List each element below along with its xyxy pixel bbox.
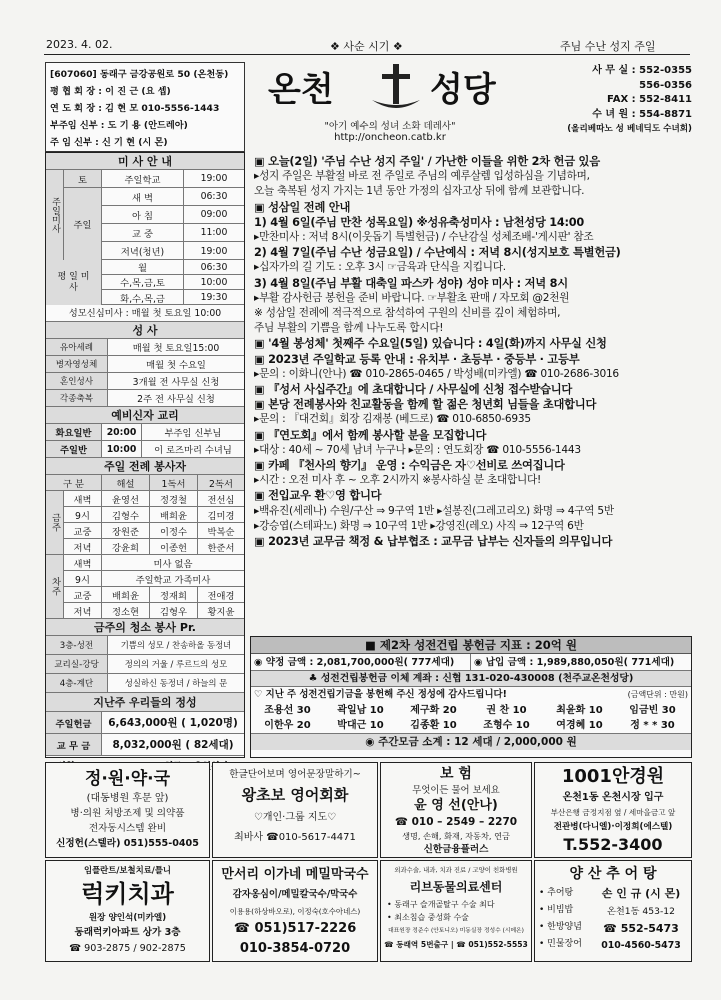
catechism-title: 예비신자 교리 <box>46 407 244 424</box>
server-name: 이종헌 <box>150 539 198 555</box>
office-phone-2: 556-0356 <box>639 79 692 91</box>
header-commentator: 해설 <box>102 475 150 491</box>
dental-services: 임플란트/보철치료/틀니 <box>83 865 172 875</box>
mass-name: 새 벽 <box>102 188 184 206</box>
donor: 조용선 30 <box>264 705 311 716</box>
cleaning-group: 기쁨의 성모 / 찬송하올 동정녀 <box>108 636 244 655</box>
menu-item: • 한방양념 <box>539 922 582 932</box>
insurance-tagline: 무엇이든 물어 보세요 <box>412 785 500 796</box>
restaurant-address: 온천1동 453-12 <box>607 906 675 917</box>
news-holy-thursday: 1) 4월 6일(주님 만찬 성목요일) ※성유축성미사 : 남천성당 14:00 <box>254 215 585 229</box>
insurance-types: 생명, 손해, 화재, 자동차, 연금 <box>402 831 510 841</box>
service-time: 저녁 <box>64 539 102 555</box>
news-line: ▸시간 : 오전 미사 후 ~ 오후 2시까지 ※봉사하실 분 초대합니다! <box>254 474 541 487</box>
weekday-mass-block <box>46 260 244 305</box>
next-week-label: 차주 <box>46 555 64 619</box>
restaurant-phone: ☎ 552-5473 <box>603 922 679 935</box>
news-line: ▸십자가의 길 기도 : 오후 3시 ☞금육과 단식을 지킵니다. <box>254 261 506 274</box>
weekday-time: 10:00 <box>184 275 244 290</box>
issue-date: 2023. 4. 02. <box>46 38 113 51</box>
vet-specialty-2: • 최소침습 중성화 수술 <box>387 913 469 922</box>
contact-box <box>560 64 692 137</box>
pharmacy-contact: 신정헌(스텔라) 051)555-0405 <box>56 838 199 849</box>
sacrament-schedule: 3개월 전 사무실 신청 <box>108 373 244 390</box>
masthead-title <box>250 60 530 155</box>
service-time: 교중 <box>64 587 102 603</box>
vet-name: 리브동물의료센터 <box>409 880 503 894</box>
donor: 박대근 10 <box>337 720 384 731</box>
menu-item: • 추어탕 <box>539 888 574 898</box>
sacrament-name: 병자영성체 <box>46 356 108 373</box>
news-easter-vigil: 3) 4월 8일(주님 부활 대축일 파스카 성야) 성야 미사 : 저녁 8시 <box>254 276 568 290</box>
parish-url[interactable]: http://oncheon.catb.kr <box>334 132 446 143</box>
weekday-days: 수,목,금,토 <box>102 275 184 290</box>
service-time: 새벽 <box>64 555 102 571</box>
news-line: ※ 성삼일 전례에 적극적으로 참석하여 구원의 신비를 깊이 체험하며, <box>254 307 561 320</box>
mass-name: 교 중 <box>102 224 184 242</box>
marian-mass-note: 성모신심미사 : 매월 첫 토요일 10:00 <box>46 305 244 322</box>
prayer-president: 연 도 회 장 : 김 현 모 010-5556-1443 <box>50 103 220 114</box>
mass-name: 저녁(청년) <box>102 242 184 260</box>
news-yeondo: ▣ 『연도회』에서 함께 봉사할 분을 모집합니다 <box>254 428 487 442</box>
weekday-mass-label: 평 일 미 사 <box>46 260 102 305</box>
saturday-label: 토 <box>64 170 102 188</box>
english-lessons: ♡개인·그룹 지도♡ <box>253 812 337 823</box>
mass-time: 09:00 <box>184 206 244 224</box>
server-name: 한준서 <box>198 539 244 555</box>
pharmacy-system: 전자동시스템 완비 <box>88 823 167 834</box>
noodle-name: 만서리 이가네 메밀막국수 <box>221 867 369 882</box>
parish-name-left: 온천 <box>268 70 334 110</box>
cleaning-title: 금주의 청소 봉사 Pr. <box>46 619 244 636</box>
service-time: 새벽 <box>64 491 102 507</box>
ad-noodle[interactable] <box>212 860 378 962</box>
catechism-class: 주일반 <box>46 441 102 458</box>
servers-this-week <box>46 491 244 555</box>
weekday-time: 19:30 <box>200 292 228 303</box>
server-name: 정경철 <box>150 491 198 507</box>
news-column <box>250 152 692 636</box>
news-line: 오늘 축복된 성지 가지는 1년 동안 가정의 십자고상 뒤에 함께 보관합니다. <box>254 185 585 198</box>
thanks-note: ♡ 지난 주 성전건립기금을 봉헌해 주신 정성에 감사드립니다! <box>254 689 507 700</box>
weekday-time: 06:30 <box>184 260 244 275</box>
ad-insurance[interactable] <box>380 762 532 858</box>
server-name: 김형우 <box>150 603 198 619</box>
noodle-menu: 감자옹심이/메밀칼국수/막국수 <box>232 889 358 900</box>
ad-optician[interactable] <box>534 762 692 858</box>
restaurant-mobile: 010-4560-5473 <box>601 940 681 951</box>
mass-time: 11:00 <box>184 224 244 242</box>
servers-next-week <box>46 555 244 619</box>
service-time: 저녁 <box>64 603 102 619</box>
assistant-priest: 부주임 신부 : 도 기 용 (안드레아) <box>50 120 188 131</box>
dental-name: 럭키치과 <box>81 880 174 908</box>
donor: 제구화 20 <box>410 705 457 716</box>
pledge-amount: ◉ 약정 금액 : 2,081,700,000원( 777세대) <box>251 654 471 670</box>
news-line: ▸대상 : 40세 ~ 70세 남녀 누구나 ▸문의 : 연도회장 ☎ 010-5556-1443 <box>254 443 581 456</box>
english-tagline: 한글단어보며 영어문장말하기~ <box>229 769 361 780</box>
offering-title: 지난주 우리들의 정성 <box>46 693 244 712</box>
servers-title: 주일 전례 봉사자 <box>46 458 244 475</box>
news-line: ▸문의 : 이화니(안나) ☎ 010-2865-0465 / 박성배(미카엘) ☎ 010-2686-3016 <box>254 367 619 380</box>
left-column <box>45 152 245 758</box>
catechism-time: 10:00 <box>102 441 142 458</box>
servers-header <box>46 475 244 491</box>
sacrament-name: 각종축복 <box>46 390 108 407</box>
convent-order: (올리베따노 성 베네딕도 수녀회) <box>567 124 692 134</box>
news-palm-sunday: ▣ 오늘(2일) '주님 수난 성지 주일' / 가난한 이들을 위한 2차 헌금 있음 <box>254 155 600 168</box>
service-time: 교중 <box>64 523 102 539</box>
ad-vet[interactable] <box>380 860 532 962</box>
vet-contact: ☎ 동래역 5번출구 | ☎ 051)552-5553 <box>384 940 528 949</box>
catechism-teacher: 이 로즈마리 수녀님 <box>142 441 244 458</box>
server-name: 김미경 <box>198 507 244 523</box>
catechism-teacher: 부주임 신부님 <box>142 424 244 441</box>
vet-staff: 대표원장 정준수 (안토니오) 미동실장 정성수 (시메온) <box>388 928 524 934</box>
pharmacy-location: (대동병원 후문 앞) <box>86 793 169 804</box>
donor: 최윤화 10 <box>556 705 603 716</box>
news-good-friday: 2) 4월 7일(주님 수난 성금요일) / 수난예식 : 저녁 8시(성지보호 특별헌금) <box>254 246 621 260</box>
insurance-company: 신한금융플러스 <box>423 844 489 855</box>
offering-type: 교 무 금 <box>46 734 102 756</box>
mass-time: 06:30 <box>184 188 244 206</box>
server-name: 박복순 <box>198 523 244 539</box>
sunday-mass-label: 주일미사 <box>46 170 64 260</box>
mass-time: 19:00 <box>200 245 228 257</box>
server-name: 배희윤 <box>102 587 150 603</box>
donor: 여경혜 10 <box>556 720 603 731</box>
optician-name: 1001안경원 <box>561 766 665 787</box>
header-category: 구 분 <box>46 475 102 491</box>
server-name: 강윤희 <box>102 539 150 555</box>
cleaning-group: 성실하신 동정녀 / 하늘의 문 <box>108 674 244 693</box>
ad-english[interactable] <box>212 762 378 858</box>
vet-specialty-1: • 동래구 슬개골탈구 수술 최다 <box>387 900 495 909</box>
insurance-title: 보 험 <box>440 766 472 782</box>
sacrament-name: 유아세례 <box>46 339 108 356</box>
news-line: ▸성지 주일은 부활절 바로 전 주일로 주님의 예루살렘 입성하심을 기념하며, <box>254 170 590 183</box>
header-reading2: 2독서 <box>198 475 244 491</box>
mass-time: 19:00 <box>184 170 244 188</box>
building-account: ♣ 성전건립봉헌금 이체 계좌 : 신협 131-020-430008 (천주교온천성당) <box>251 671 691 687</box>
dental-phone: ☎ 903-2875 / 902-2875 <box>69 943 186 954</box>
insurance-agent: 윤 영 선(안나) <box>414 798 498 813</box>
cleaning-area: 교리실-강당 <box>46 655 108 674</box>
optician-location: 온천1동 온천시장 입구 <box>562 792 664 803</box>
menu-item: • 비빔밥 <box>539 905 574 915</box>
sacrament-schedule: 2주 전 사무실 신청 <box>108 390 244 407</box>
english-contact: 최바사 ☎010-5617-4471 <box>234 832 356 843</box>
donor: 권 찬 10 <box>486 705 527 716</box>
sacrament-name: 혼인성사 <box>46 373 108 390</box>
donor: 김종환 10 <box>410 720 457 731</box>
convent-phone: 수 녀 원 : 554-8871 <box>592 108 692 120</box>
server-name: 장원준 <box>102 523 150 539</box>
server-name: 정재희 <box>150 587 198 603</box>
cleaning-group: 정의의 거울 / 루르드의 성모 <box>108 655 244 674</box>
news-triduum: ▣ 성삼일 전례 안내 <box>254 200 351 214</box>
optician-phone: T.552-3400 <box>563 835 663 854</box>
news-line: ▸강승엽(스테파노) 화명 ⇒ 10구역 1반 ▸강영진(레오) 사직 ⇒ 12구역 6반 <box>254 519 584 532</box>
server-name: 김형수 <box>102 507 150 523</box>
mass-schedule-title: 미 사 안 내 <box>46 153 244 170</box>
pastor: 주 임 신부 : 신 기 현 (시 몬) <box>50 137 168 148</box>
insurance-phone: ☎ 010 – 2549 – 2270 <box>394 816 518 828</box>
news-line: ▸만찬미사 : 저녁 8시(이웃돕기 특별헌금) / 수난감실 성체조배-'게시판' 참조 <box>254 231 594 244</box>
header-reading1: 1독서 <box>150 475 198 491</box>
server-name: 정소현 <box>102 603 150 619</box>
cleaning-area: 3층-성전 <box>46 636 108 655</box>
news-bible: ▣ 『성서 사십주간』에 초대합니다 / 사무실에 신청 접수받습니다 <box>254 383 573 397</box>
sunday-mass-block <box>46 170 244 260</box>
cross-logo-icon <box>368 60 424 120</box>
pharmacy-service: 병·의원 처방조제 및 의약품 <box>70 808 185 819</box>
server-name: 배희윤 <box>150 507 198 523</box>
news-line: ▸백유진(세레나) 수원/구산 ⇒ 9구역 1반 ▸설봉진(그레고리오) 화명 ⇒ 4구역 5반 <box>254 504 614 517</box>
offering-type: 주일헌금 <box>46 712 102 734</box>
optician-landmark: 부산은행 금정지점 옆 / 세마을금고 앞 <box>550 808 676 817</box>
sunday-label: 주일 <box>64 188 102 260</box>
sacrament-schedule: 매월 첫 토요일15:00 <box>108 339 244 356</box>
service-time: 9시 <box>64 507 102 523</box>
parish-name-right: 성당 <box>430 70 496 110</box>
building-fund-title: ■ 제2차 성전건립 봉헌금 지표 : 20억 원 <box>251 637 691 654</box>
news-line: ▸부활 감사헌금 봉헌을 준비 바랍니다. ☞부활초 판매 / 자모회 @2천원 <box>254 291 570 304</box>
news-sunday-school: ▣ 2023년 주일학교 등록 안내 : 유치부 · 초등부 · 중등부 · 고등부 <box>254 352 580 366</box>
weekday-days: 화,수,목,금 <box>102 290 184 305</box>
ad-restaurant[interactable] <box>534 860 692 962</box>
mass-name: 아 침 <box>102 206 184 224</box>
office-phone: 사 무 실 : 552-0355 <box>592 65 692 76</box>
offering-amount: 6,643,000원 ( 1,020명) <box>102 712 244 734</box>
catechism-class: 화요일반 <box>46 424 102 441</box>
header-rule <box>44 54 690 55</box>
parish-motto: "아기 예수의 성녀 소화 데레사" <box>324 121 456 132</box>
service-time: 9시 <box>64 571 102 587</box>
server-name: 윤영선 <box>102 491 150 507</box>
weekly-subtotal: ◉ 주간모금 소계 : 12 세대 / 2,000,000 원 <box>251 733 691 750</box>
ad-dental[interactable] <box>45 860 210 962</box>
vet-services: 외과수술, 내과, 치과 진료 / 고양이 친화병원 <box>394 866 518 874</box>
dental-director: 원장 양인석(미카엘) <box>88 913 167 923</box>
donor: 이한우 20 <box>264 720 311 731</box>
news-dues: ▣ 2023년 교무금 책정 & 납부협조 : 교무금 납부는 신자들의 의무입니다 <box>254 535 613 549</box>
server-name: 전애경 <box>198 587 244 603</box>
mass-name: 주일학교 <box>102 170 184 188</box>
server-name: 이정수 <box>150 523 198 539</box>
dental-address: 동래럭키아파트 상가 3층 <box>74 927 181 938</box>
server-note: 미사 없음 <box>102 555 244 571</box>
optician-owners: 전관병(다니엘)·이정희(에스텔) <box>553 822 673 832</box>
news-line: ▸문의 : 『대건회』회장 김재봉 (베드로) ☎ 010-6850-6935 <box>254 413 531 426</box>
this-week-label: 금주 <box>46 491 64 555</box>
cleaning-area: 4층-계단 <box>46 674 108 693</box>
english-title: 왕초보 영어회화 <box>241 786 349 804</box>
parish-info-box <box>45 62 245 152</box>
council-president: 평 협 회 장 : 이 진 근 (요 셉) <box>50 86 171 97</box>
building-fund-box <box>250 636 692 758</box>
catechism-time: 20:00 <box>102 424 142 441</box>
noodle-phone: ☎ 051)517-2226 <box>233 921 357 936</box>
noodle-owners: 이용용(하상바오로), 이정숙(호수아네스) <box>229 907 361 916</box>
restaurant-owner: 손 인 규 (시 몬) <box>601 887 681 900</box>
donor: 곽일남 10 <box>337 705 384 716</box>
paid-amount: ◉ 납입 금액 : 1,989,880,050원( 771세대) <box>474 657 675 668</box>
parish-address: [607060] 동래구 금강공원로 50 (온천동) <box>50 69 229 80</box>
news-welcome: ▣ 전입교우 환♡영 합니다 <box>254 489 382 503</box>
sunday-name: 주님 수난 성지 주일 <box>560 40 656 53</box>
donor: 임금빈 30 <box>629 705 676 716</box>
ad-pharmacy[interactable] <box>45 762 210 858</box>
liturgical-season: ❖ 사순 시기 ❖ <box>330 40 403 53</box>
menu-item: • 민물장어 <box>539 939 582 949</box>
server-note: 주일학교 가족미사 <box>102 571 244 587</box>
server-name: 전선심 <box>198 491 244 507</box>
donor: 정 * * 30 <box>630 720 675 731</box>
noodle-mobile: 010-3854-0720 <box>239 941 351 956</box>
sacrament-schedule: 매월 첫 수요일 <box>108 356 244 373</box>
restaurant-name: 양 산 추 어 탕 <box>569 866 657 882</box>
fax: FAX : 552-8411 <box>607 94 692 105</box>
news-cafe: ▣ 카페 『천사의 향기』 운영 : 수익금은 자♡선비로 쓰여집니다 <box>254 459 565 473</box>
news-line: 주님 부활의 기쁨을 함께 나누도록 합시다! <box>254 322 444 335</box>
sacraments-title: 성 사 <box>46 322 244 339</box>
server-name: 황지윤 <box>198 603 244 619</box>
news-communion: ▣ '4월 봉성체' 첫째주 수요일(5일) 있습니다 : 4일(화)까지 사무실 신청 <box>254 337 607 351</box>
news-youth: ▣ 본당 전례봉사와 친교활동을 함께 할 젊은 청년회 님들을 초대합니다 <box>254 398 597 412</box>
offering-amount: 8,032,000원 ( 82세대) <box>102 734 244 756</box>
unit-note: (금액단위 : 만원) <box>627 690 688 699</box>
pharmacy-name: 정·원·약·국 <box>84 769 171 789</box>
weekday-days: 월 <box>102 260 184 275</box>
donor: 조형수 10 <box>483 720 530 731</box>
